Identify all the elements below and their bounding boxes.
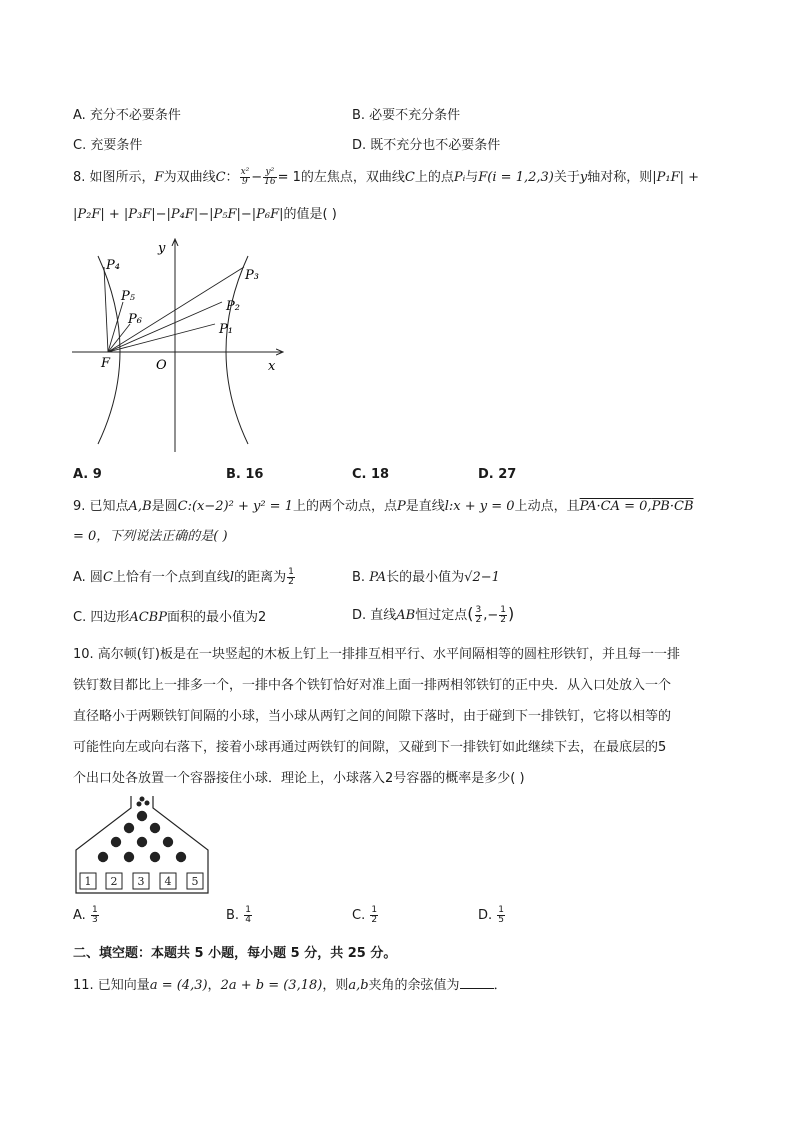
- peg: [111, 837, 121, 847]
- label-f: F: [101, 356, 111, 371]
- q9-option-d: D. 直线AB恒过定点( $\frac{3}{2}$ ,− $\frac{1}{2}$ ): [352, 604, 515, 625]
- q8-option-c: C. 18: [352, 467, 390, 482]
- label-x: x: [268, 359, 276, 374]
- peg: [124, 823, 134, 833]
- q7-option-b: B. 必要不充分条件: [352, 108, 461, 123]
- section-2-header: 二、填空题：本题共 5 小题，每小题 5 分，共 25 分。: [73, 946, 397, 961]
- q9-option-a: A. 圆C上恰有一个点到直线l的距离为 $\frac{1}{2}$: [73, 567, 294, 587]
- peg: [98, 852, 108, 862]
- hyperbola-right-branch: [226, 256, 248, 444]
- container-label-5: 5: [191, 875, 199, 888]
- peg: [137, 837, 147, 847]
- q8-option-b: B. 16: [226, 467, 264, 482]
- q7-option-a: A. 充分不必要条件: [73, 108, 181, 123]
- peg: [150, 852, 160, 862]
- galton-board-figure: [72, 794, 212, 896]
- q7-option-d: D. 既不充分也不必要条件: [352, 138, 501, 153]
- container-label-3: 3: [137, 875, 145, 888]
- peg: [176, 852, 186, 862]
- q10-line-5: 个出口处各放置一个容器接住小球．理论上，小球落入2号容器的概率是多少( ): [73, 771, 525, 786]
- q10-line-4: 可能性向左或向右落下，接着小球再通过两铁钉的间隙，又碰到下一排铁钉如此继续下去，在最底层的5: [73, 740, 667, 755]
- q10-line-2: 铁钉数目都比上一排多一个，一排中各个铁钉恰好对准上面一排两相邻铁钉的正中央．从入口处放入一个: [73, 678, 672, 693]
- q9-stem-line1: 9. 已知点A,B是圆C:(x−2)² + y² = 1上的两个动点，点P是直线l:x + y = 0上动点，且PA·CA = 0,PB·CB: [73, 499, 694, 514]
- segment-fp3: [108, 267, 244, 352]
- q10-option-b: B. $\frac{1}{4}$: [226, 905, 251, 925]
- peg: [124, 852, 134, 862]
- answer-blank[interactable]: [460, 976, 494, 989]
- q9-option-b: B. PA长的最小值为√2−1: [352, 570, 500, 585]
- ball: [137, 802, 142, 807]
- q11-stem: 11. 已知向量a = (4,3)，2a + b = (3,18)，则a,b夹角的余弦值为 ．: [73, 978, 507, 993]
- q8-stem-line1: 8. 如图所示，F为双曲线C： $\frac{\text{x²}}{9}$ − $\frac{\text{y²}}{16}$ = 1的左焦点，双曲线C上的点Pᵢ与F(i = 1,2,3)关于y轴对称，则|P₁F| +: [73, 167, 699, 187]
- label-p6: P₆: [128, 312, 142, 327]
- peg: [137, 811, 147, 821]
- label-p2: P₂: [226, 299, 240, 314]
- peg: [163, 837, 173, 847]
- label-p3: P₃: [245, 268, 259, 283]
- label-y: y: [158, 241, 166, 256]
- container-label-2: 2: [110, 875, 118, 888]
- q10-line-1: 10. 高尔顿(钉)板是在一块竖起的木板上钉上一排排互相平行、水平间隔相等的圆柱形铁钉，并且每一一排: [73, 647, 680, 662]
- q7-option-c: C. 充要条件: [73, 138, 143, 153]
- peg: [150, 823, 160, 833]
- label-p4: P₄: [106, 258, 120, 273]
- q9-option-c: C. 四边形ACBP面积的最小值为2: [73, 610, 267, 625]
- q8-hyperbola-figure: [68, 234, 290, 456]
- q10-line-3: 直径略小于两颗铁钉间隔的小球，当小球从两钉之间的间隙下落时，由于碰到下一排铁钉，它将以相等的: [73, 709, 672, 724]
- label-p5: P₅: [121, 289, 135, 304]
- q10-option-c: C. $\frac{1}{2}$: [352, 905, 378, 925]
- label-p1: P₁: [219, 322, 233, 337]
- container-label-1: 1: [84, 875, 92, 888]
- ball: [145, 801, 150, 806]
- q10-option-a: A. $\frac{1}{3}$: [73, 905, 98, 925]
- q8-option-a: A. 9: [73, 467, 102, 482]
- q8-option-d: D. 27: [478, 467, 517, 482]
- ball: [140, 797, 145, 802]
- q9-stem-line2: = 0，下列说法正确的是( ): [73, 529, 228, 544]
- container-label-4: 4: [164, 875, 172, 888]
- q8-stem-line2: |P₂F| + |P₃F|−|P₄F|−|P₅F|−|P₆F|的值是( ): [73, 207, 337, 222]
- q10-option-d: D. $\frac{1}{5}$: [478, 905, 505, 925]
- label-o: O: [156, 358, 167, 373]
